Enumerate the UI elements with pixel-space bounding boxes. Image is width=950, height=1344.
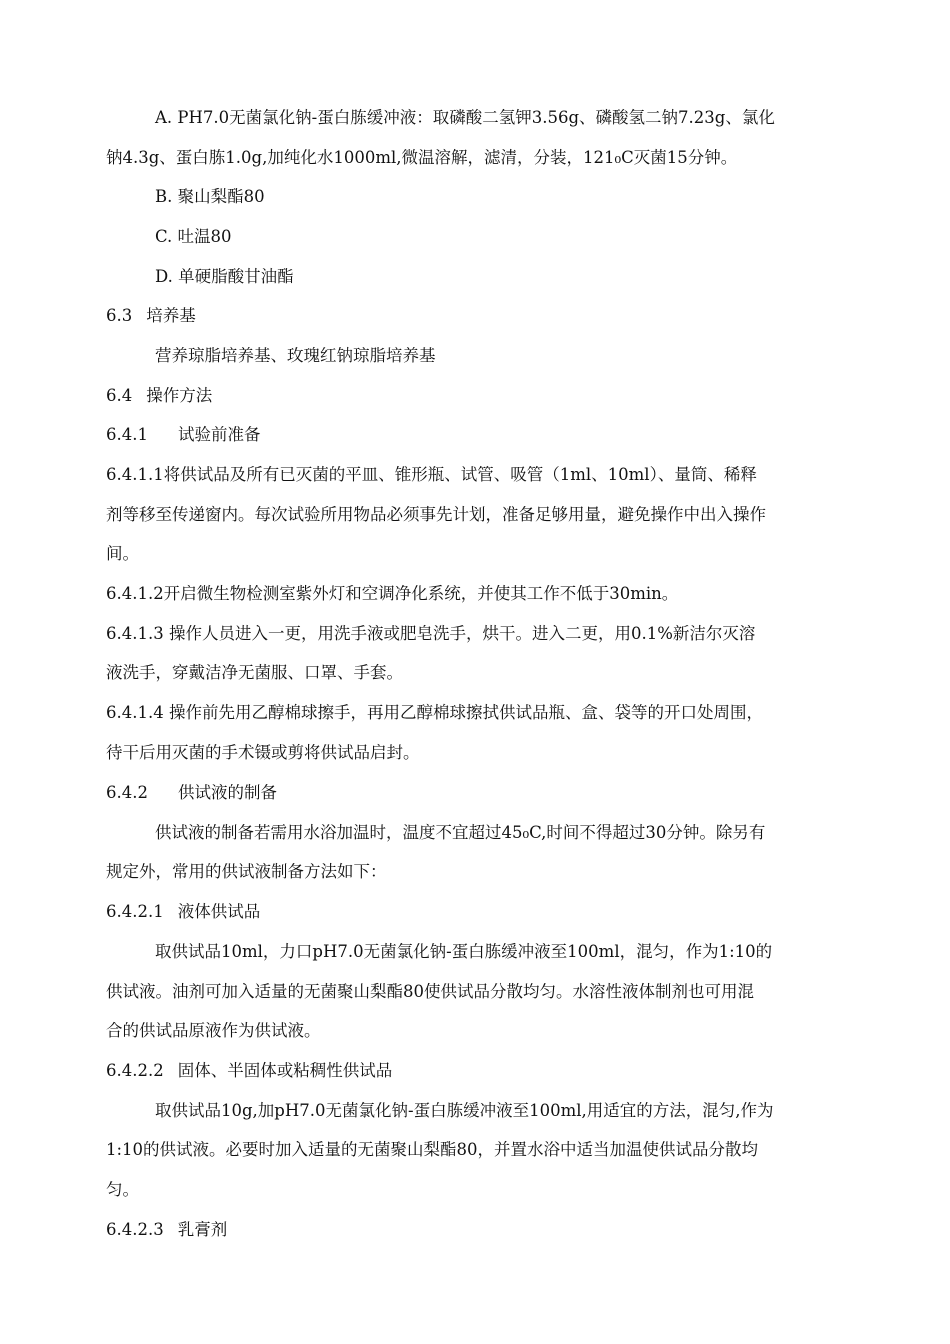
- section-title: 固体、半固体或粘稠性供试品: [177, 1061, 393, 1080]
- reagent-d: D. 单硬脂酸甘油酯: [155, 267, 294, 286]
- section-title: 供试液的制备: [177, 783, 277, 802]
- reagent-a-line-2: 钠4.3g、蛋白胨1.0g,加纯化水1000ml,微温溶解，滤清，分装，121₀C灭菌15分钟。: [106, 148, 738, 167]
- para-6-4-1-2: 6.4.1.2开启微生物检测室紫外灯和空调净化系统，并使其工作不低于30min。: [106, 584, 679, 603]
- section-number: 6.4.1: [106, 425, 148, 444]
- section-6-4-2-2-heading: [106, 1061, 866, 1081]
- section-number: 6.3: [106, 306, 133, 325]
- section-number: 6.4.2.2: [106, 1061, 164, 1080]
- section-title: 操作方法: [146, 386, 213, 405]
- section-title: 试验前准备: [177, 425, 261, 444]
- reagent-b: B. 聚山梨酯80: [155, 187, 265, 206]
- section-title: 乳膏剂: [177, 1220, 228, 1239]
- section-6-4-2-1-heading: [106, 902, 866, 922]
- para-6-4-1-1-line-2: 剂等移至传递窗内。每次试验所用物品必须事先计划，准备足够用量，避免操作中出入操作: [106, 505, 766, 524]
- para-6-4-2-1-line-2: 供试液。油剂可加入适量的无菌聚山梨酯80使供试品分散均匀。水溶性液体制剂也可用混: [106, 982, 754, 1001]
- section-number: 6.4.2.1: [106, 902, 164, 921]
- para-6-4-2-2-line-3: 匀。: [106, 1180, 139, 1199]
- para-6-4-2-1-line-1: 取供试品10ml，力口pH7.0无菌氯化钠-蛋白胨缓冲液至100ml，混匀，作为1:10的: [155, 942, 773, 961]
- para-6-4-1-3-line-1: 6.4.1.3 操作人员进入一更，用洗手液或肥皂洗手，烘干。进入二更，用0.1%新洁尔灭溶: [106, 624, 756, 643]
- section-6-4-heading: [106, 386, 866, 406]
- para-6-4-1-1-line-3: 间。: [106, 544, 139, 563]
- para-6-4-2-line-1: 供试液的制备若需用水浴加温时，温度不宜超过45₀C,时间不得超过30分钟。除另有: [155, 823, 766, 842]
- section-6-4-2-heading: [106, 783, 866, 803]
- section-6-3-heading: [106, 306, 866, 326]
- section-6-3-body: 营养琼脂培养基、玫瑰红钠琼脂培养基: [155, 346, 436, 365]
- section-6-4-2-3-heading: [106, 1220, 866, 1240]
- section-title: 液体供试品: [177, 902, 261, 921]
- para-6-4-2-line-2: 规定外，常用的供试液制备方法如下：: [106, 862, 387, 881]
- section-number: 6.4: [106, 386, 133, 405]
- section-6-4-1-heading: [106, 425, 866, 445]
- para-6-4-1-3-line-2: 液洗手，穿戴洁净无菌服、口罩、手套。: [106, 663, 403, 682]
- para-6-4-1-4-line-2: 待干后用灭菌的手术镊或剪将供试品启封。: [106, 743, 420, 762]
- para-6-4-1-4-line-1: 6.4.1.4 操作前先用乙醇棉球擦手，再用乙醇棉球擦拭供试品瓶、盒、袋等的开口处周围，: [106, 703, 763, 722]
- para-6-4-1-1-line-1: 6.4.1.1将供试品及所有已灭菌的平皿、锥形瓶、试管、吸管（1ml、10ml）、量筒、稀释: [106, 465, 757, 484]
- section-number: 6.4.2: [106, 783, 148, 802]
- para-6-4-2-1-line-3: 合的供试品原液作为供试液。: [106, 1021, 321, 1040]
- para-6-4-2-2-line-1: 取供试品10g,加pH7.0无菌氯化钠-蛋白胨缓冲液至100ml,用适宜的方法，混匀,作为: [155, 1101, 774, 1120]
- section-title: 培养基: [146, 306, 196, 325]
- section-number: 6.4.2.3: [106, 1220, 164, 1239]
- reagent-a-line-1: A. PH7.0无菌氯化钠-蛋白胨缓冲液：取磷酸二氢钾3.56g、磷酸氢二钠7.23g、氯化: [155, 108, 775, 127]
- reagent-c: C. 吐温80: [155, 227, 232, 246]
- para-6-4-2-2-line-2: 1:10的供试液。必要时加入适量的无菌聚山梨酯80，并置水浴中适当加温使供试品分散均: [106, 1140, 759, 1159]
